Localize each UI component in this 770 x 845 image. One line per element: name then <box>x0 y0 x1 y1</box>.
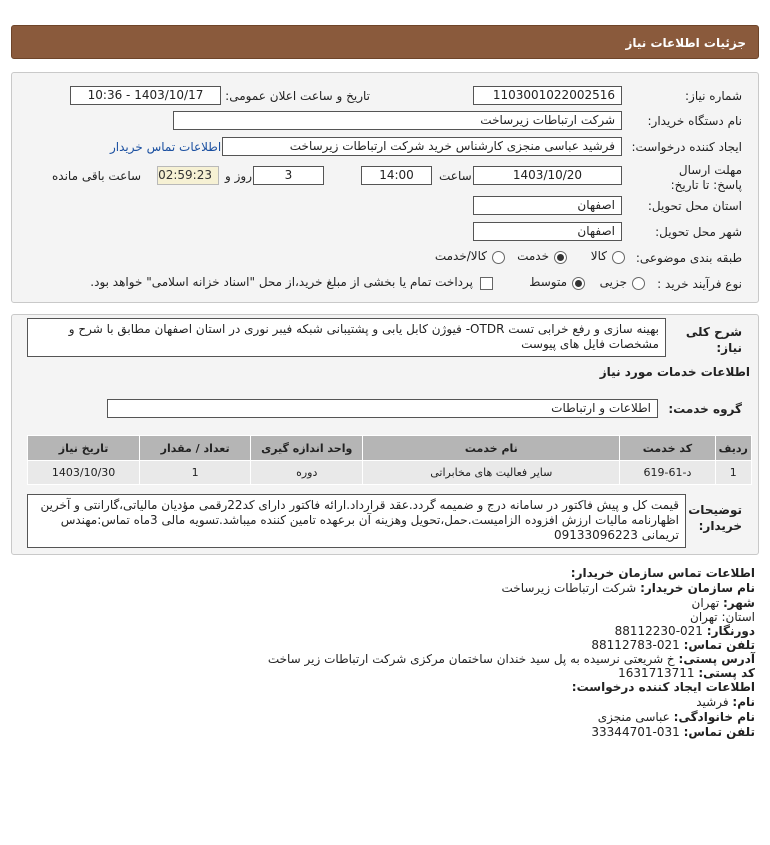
col-unit: واحد اندازه گیری <box>251 436 363 461</box>
remaining-time-field: 02:59:23 <box>157 166 219 185</box>
buyer-notes-box: قیمت کل و پیش فاکتور در سامانه درج و ضمیمه گردد.عقد قرارداد.ارائه فاکتور دارای کد22رقمی مؤدیان مالیاتی،گارانتی و آخرین اظهارنامه مالیات ارزش افزوده الزامیست.حمل،تحویل وهزینه آن برعهده تامین کننده میباشد.تسویه مالی 3ماه تماس:مهندس تریمانی 09133096223 <box>27 494 686 548</box>
buyer-phone-line: تلفن تماس: 021-88112783 <box>591 638 755 652</box>
services-table <box>27 435 752 485</box>
process-option-minor[interactable]: جزیی <box>595 275 645 292</box>
announce-label: تاریخ و ساعت اعلان عمومی: <box>225 89 370 103</box>
process-minor-radio[interactable] <box>632 277 645 290</box>
requester-field[interactable]: فرشید عباسی منجزی کارشناس خرید شرکت ارتباطات زیرساخت <box>222 137 622 156</box>
category-option-goods-service[interactable]: کالا/خدمت <box>428 249 505 266</box>
description-box: بهینه سازی و رفع خرابی تست OTDR- فیوژن کابل یابی و پشتیبانی شبکه فیبر نوری در استان اصفهان مطابق با شرح و مشخصات فایل های پیوست <box>27 318 666 357</box>
col-date: تاریخ نیاز <box>28 436 140 461</box>
cell-qty: 1 <box>140 461 251 485</box>
creator-family-line: نام خانوادگی: عباسی منجزی <box>597 710 755 724</box>
deadline-label: مهلت ارسال پاسخ: تا تاریخ: <box>670 163 742 192</box>
page-header: جزئیات اطلاعات نیاز <box>11 25 759 59</box>
days-label: روز و <box>225 169 252 183</box>
category-option-goods[interactable]: کالا <box>580 249 625 266</box>
need-number-field[interactable]: 1103001022002516 <box>473 86 622 105</box>
province-label: استان محل تحویل: <box>647 199 742 213</box>
services-section-title: اطلاعات خدمات مورد نیاز <box>599 365 750 379</box>
cell-code: د-61-619 <box>620 461 715 485</box>
buyer-address-line: آدرس پستی: خ شریعتی نرسیده به پل سید خندان ساختمان مرکزی شرکت ارتباطات زیر ساخت <box>267 652 755 666</box>
table-row <box>28 461 752 485</box>
creator-name-line: نام: فرشید <box>696 695 755 709</box>
process-label: نوع فرآیند خرید : <box>657 277 742 291</box>
deadline-time-field[interactable]: 14:00 <box>361 166 432 185</box>
buyer-city-line: شهر: تهران <box>691 596 755 610</box>
creator-phone-line: تلفن تماس: 031-33344701 <box>591 725 755 739</box>
description-label: شرح کلی نیاز: <box>685 325 742 355</box>
announce-datetime-field[interactable]: 1403/10/17 - 10:36 <box>70 86 221 105</box>
col-qty: تعداد / مقدار <box>140 436 251 461</box>
cell-row: 1 <box>715 461 751 485</box>
category-option-service[interactable]: خدمت <box>512 249 567 266</box>
buyer-postal-line: کد پستی: 1631713711 <box>618 666 755 680</box>
treasury-checkbox[interactable] <box>480 277 493 290</box>
buyer-contact-title: اطلاعات تماس سازمان خریدار: <box>570 566 755 580</box>
buyer-notes-label: توضیحات خریدار: <box>688 503 742 533</box>
category-service-radio[interactable] <box>554 251 567 264</box>
cell-unit: دوره <box>251 461 363 485</box>
process-option-medium[interactable]: متوسط <box>530 275 585 292</box>
treasury-note: پرداخت تمام یا بخشی از مبلغ خرید،از محل "اسناد خزانه اسلامی" خواهد بود. <box>90 275 473 289</box>
requester-label: ایجاد کننده درخواست: <box>631 140 742 154</box>
days-field[interactable]: 3 <box>253 166 324 185</box>
col-row: ردیف <box>715 436 751 461</box>
service-group-label: گروه خدمت: <box>668 402 742 416</box>
buyer-org-label: نام دستگاه خریدار: <box>647 114 742 128</box>
category-goods-radio[interactable] <box>612 251 625 264</box>
cell-name: سایر فعالیت های مخابراتی <box>363 461 620 485</box>
need-number-label: شماره نیاز: <box>685 89 742 103</box>
process-medium-radio[interactable] <box>572 277 585 290</box>
city-field[interactable]: اصفهان <box>473 222 622 241</box>
service-group-field[interactable]: اطلاعات و ارتباطات <box>107 399 658 418</box>
buyer-fax-line: دورنگار: 021-88112230 <box>614 624 755 638</box>
buyer-org-line: نام سازمان خریدار: شرکت ارتباطات زیرساخت <box>501 581 755 595</box>
buyer-org-field[interactable]: شرکت ارتباطات زیرساخت <box>173 111 622 130</box>
cell-date: 1403/10/30 <box>28 461 140 485</box>
col-name: نام خدمت <box>363 436 620 461</box>
category-goods-service-radio[interactable] <box>492 251 505 264</box>
col-code: کد خدمت <box>620 436 715 461</box>
deadline-date-field[interactable]: 1403/10/20 <box>473 166 622 185</box>
treasury-option[interactable] <box>85 275 493 292</box>
table-header-row <box>28 436 752 461</box>
buyer-province-line: استان: تهران <box>690 610 755 624</box>
deadline-time-label: ساعت <box>439 169 472 183</box>
buyer-contact-link[interactable]: اطلاعات تماس خریدار <box>110 140 222 154</box>
remaining-time-label: ساعت باقی مانده <box>52 169 142 183</box>
category-label: طبقه بندی موضوعی: <box>635 251 742 265</box>
province-field[interactable]: اصفهان <box>473 196 622 215</box>
city-label: شهر محل تحویل: <box>655 225 742 239</box>
creator-contact-title: اطلاعات ایجاد کننده درخواست: <box>571 680 755 694</box>
